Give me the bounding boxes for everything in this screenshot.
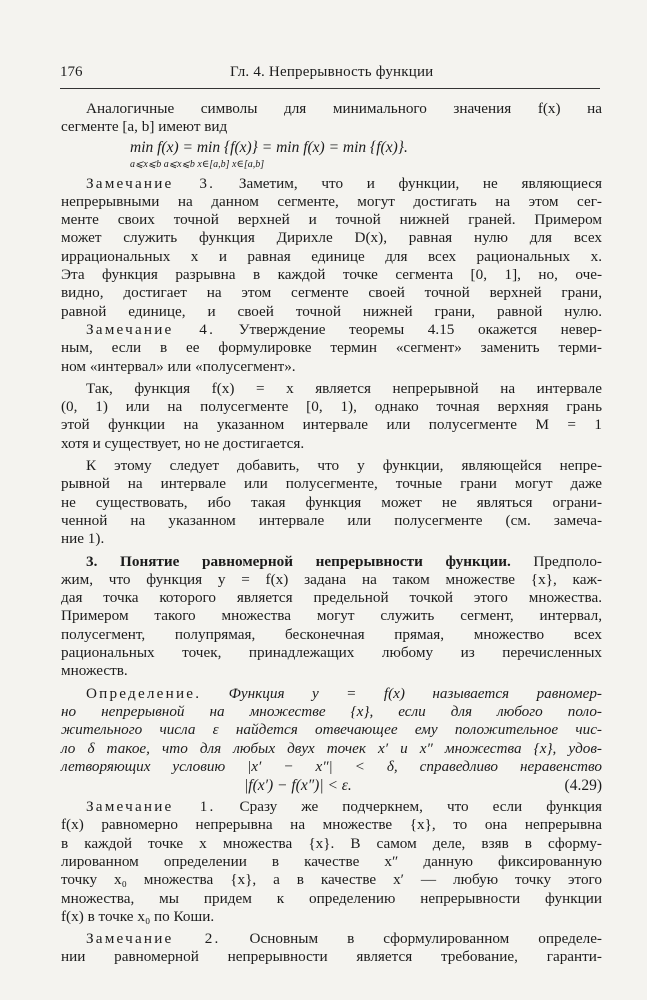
text-line: в каждой точке x множества {x}. В самом деле, взяв в сформу- <box>61 834 602 852</box>
text-line: ченной на указанном интервале или полусегменте (см. замеча- <box>61 511 602 529</box>
text-line: не существовать, ибо такая функция может не являться ограни- <box>61 493 602 511</box>
page-body <box>61 100 602 967</box>
formula-min <box>130 137 602 175</box>
text-line: но непрерывной на множестве {x}, если для любого поло- <box>61 702 602 720</box>
page-header <box>60 64 600 86</box>
text-line: ном «интервал» или «полусегмент». <box>61 357 296 375</box>
definition-label: Определение. <box>86 684 202 702</box>
text-line: нии равномерной непрерывности является требование, гаранти- <box>61 948 602 966</box>
text-line: Функция y = f(x) называется равномер- <box>228 684 602 702</box>
text-line: К этому следует добавить, что у функции, являющейся непре- <box>86 457 602 475</box>
text-line: ние 1). <box>61 530 105 548</box>
header-rule <box>60 88 600 89</box>
text-line: Эта функция разрывна в каждой точке сегмента [0, 1], но, оче- <box>61 266 602 284</box>
section-title: 3. Понятие равномерной непрерывности функции. <box>86 552 511 570</box>
text-line: видно, достигает на этом сегменте своей точной верхней грани, <box>61 284 602 302</box>
text-line: множеств. <box>61 662 128 680</box>
text-line: иррациональных x и равная единице для всех рациональных x. <box>61 247 602 265</box>
equation: |f(x′) − f(x″)| < ε. <box>244 777 352 795</box>
text-line: Примером такого множества могут служить сегмент, интервал, <box>61 607 602 625</box>
text-line: рывной на интервале или полусегменте, точные грани могут даже <box>61 475 602 493</box>
text-line: менте своих точной верхней и точной нижней граней. Примером <box>61 211 602 229</box>
text-line: рациональных точек, принадлежащих любому из перечисленных <box>61 644 602 662</box>
text-line: Заметим, что и функции, не являющиеся <box>238 174 602 192</box>
text-line: Так, функция f(x) = x является непрерывной на интервале <box>86 379 602 397</box>
text-line: f(x) равномерно непрерывна на множестве {x}, то она непрерывна <box>61 816 602 834</box>
text-line: Основным в сформулированном определе- <box>249 930 602 948</box>
text-line: Сразу же подчеркнем, что если функция <box>239 798 602 816</box>
text-line: точку x₀ множества {x}, а в качестве x′ — любую точку этого <box>61 871 602 889</box>
text-line: этой функции на указанном интервале или полусегменте M = 1 <box>61 416 602 434</box>
equation-number: (4.29) <box>564 777 602 795</box>
formula-main: min f(x) = min {f(x)} = min f(x) = min {f(x)}. <box>130 138 408 156</box>
text-line: множества, мы придем к определению непрерывности функции <box>61 889 602 907</box>
remark-label: Замечание 3. <box>86 174 216 192</box>
text-line: (0, 1) или на полусегменте [0, 1), однако точная верхняя грань <box>61 398 602 416</box>
text-line: непрерывными на данном сегменте, могут достигать на этом сег- <box>61 192 602 210</box>
text-line: хотя и существует, но не достигается. <box>61 434 305 452</box>
text-line: лированном определении в качестве x″ данную фиксированную <box>61 852 602 870</box>
remark-label: Замечание 2. <box>86 930 221 948</box>
page-number: 176 <box>60 64 83 80</box>
text-line: Аналогичные символы для минимального значения f(x) на <box>86 100 602 117</box>
text-line: дая точка которого является предельной точкой этого множества. <box>61 589 602 607</box>
chapter-title: Гл. 4. Непрерывность функции <box>230 64 434 80</box>
text-line: Утверждение теоремы 4.15 окажется невер- <box>238 320 602 338</box>
text-line: жим, что функция y = f(x) задана на таком множестве {x}, каж- <box>61 570 602 588</box>
text-line: Предполо- <box>533 552 602 570</box>
text-line: ным, если в ее формулировке термин «сегмент» заменить терми- <box>61 339 602 357</box>
text-line: полусегмент, полупрямая, бесконечная прямая, множество всех <box>61 625 602 643</box>
text-line: ло δ такое, что для любых двух точек x′ и x″ множества {x}, удов- <box>61 739 602 757</box>
text-line: f(x) в точке x₀ по Коши. <box>61 907 215 925</box>
remark-label: Замечание 1. <box>86 798 216 816</box>
formula-subscripts: a⩽x⩽b a⩽x⩽b x∈[a,b] x∈[a,b] <box>130 158 265 170</box>
text-line: может служить функция Дирихле D(x), равная нулю для всех <box>61 229 602 247</box>
remark-label: Замечание 4. <box>86 320 216 338</box>
text-line: жительного числа ε найдется отвечающее ему положительное чис- <box>61 721 602 739</box>
text-line: равной единице, и своей точной нижней грани, равной нулю. <box>61 302 602 320</box>
equation-4-29 <box>86 776 602 798</box>
text-line: летворяющих условию |x′ − x″| < δ, справедливо неравенство <box>61 757 602 775</box>
text-line: сегменте [a, b] имеют вид <box>61 118 228 136</box>
